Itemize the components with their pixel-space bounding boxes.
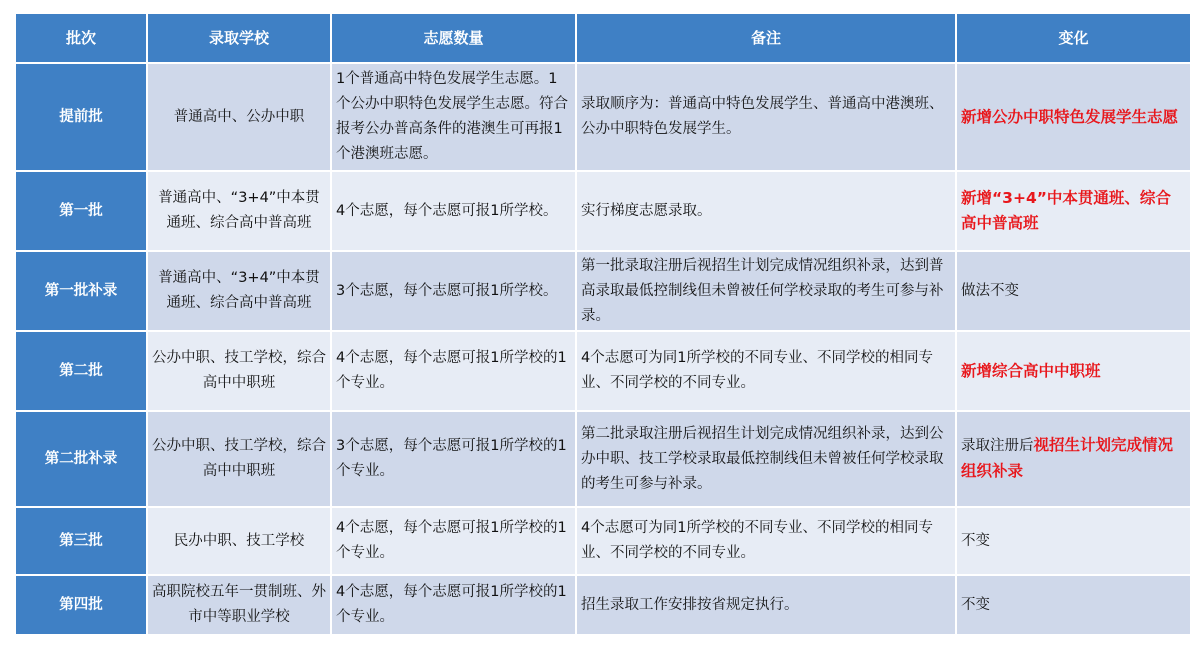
batch-cell: 第二批 (16, 332, 146, 410)
count-cell: 3个志愿，每个志愿可报1所学校。 (332, 252, 575, 330)
school-cell: 普通高中、公办中职 (148, 64, 330, 170)
header-note: 备注 (577, 14, 955, 62)
table-row (16, 332, 1190, 410)
note-cell: 录取顺序为：普通高中特色发展学生、普通高中港澳班、公办中职特色发展学生。 (577, 64, 955, 170)
change-cell: 做法不变 (957, 252, 1190, 330)
table-row (16, 508, 1190, 574)
school-cell: 公办中职、技工学校，综合高中中职班 (148, 412, 330, 506)
count-cell: 4个志愿，每个志愿可报1所学校。 (332, 172, 575, 250)
batch-cell: 提前批 (16, 64, 146, 170)
change-prefix: 录取注册后 (961, 438, 1034, 454)
header-batch: 批次 (16, 14, 146, 62)
note-cell: 第二批录取注册后视招生计划完成情况组织补录，达到公办中职、技工学校录取最低控制线但未曾被任何学校录取的考生可参与补录。 (577, 412, 955, 506)
note-cell: 4个志愿可为同1所学校的不同专业、不同学校的相同专业、不同学校的不同专业。 (577, 332, 955, 410)
school-cell: 民办中职、技工学校 (148, 508, 330, 574)
change-cell: 新增综合高中中职班 (957, 332, 1190, 410)
table-row (16, 64, 1190, 170)
header-change: 变化 (957, 14, 1190, 62)
change-cell: 新增“3+4”中本贯通班、综合高中普高班 (957, 172, 1190, 250)
batch-cell: 第一批 (16, 172, 146, 250)
school-cell: 普通高中、“3+4”中本贯通班、综合高中普高班 (148, 252, 330, 330)
table-row (16, 172, 1190, 250)
count-cell: 4个志愿，每个志愿可报1所学校的1个专业。 (332, 332, 575, 410)
change-cell: 不变 (957, 576, 1190, 634)
table-row (16, 576, 1190, 634)
header-school: 录取学校 (148, 14, 330, 62)
batch-cell: 第一批补录 (16, 252, 146, 330)
batch-cell: 第三批 (16, 508, 146, 574)
count-cell: 3个志愿，每个志愿可报1所学校的1个专业。 (332, 412, 575, 506)
batch-cell: 第四批 (16, 576, 146, 634)
school-cell: 公办中职、技工学校，综合高中中职班 (148, 332, 330, 410)
table-row (16, 252, 1190, 330)
header-row (16, 14, 1190, 62)
school-cell: 高职院校五年一贯制班、外市中等职业学校 (148, 576, 330, 634)
change-cell: 新增公办中职特色发展学生志愿 (957, 64, 1190, 170)
note-cell: 招生录取工作安排按省规定执行。 (577, 576, 955, 634)
count-cell: 4个志愿，每个志愿可报1所学校的1个专业。 (332, 576, 575, 634)
change-cell: 不变 (957, 508, 1190, 574)
note-cell: 4个志愿可为同1所学校的不同专业、不同学校的相同专业、不同学校的不同专业。 (577, 508, 955, 574)
note-cell: 第一批录取注册后视招生计划完成情况组织补录，达到普高录取最低控制线但未曾被任何学校录取的考生可参与补录。 (577, 252, 955, 330)
table-row (16, 412, 1190, 506)
school-cell: 普通高中、“3+4”中本贯通班、综合高中普高班 (148, 172, 330, 250)
change-cell (957, 412, 1190, 506)
header-count: 志愿数量 (332, 14, 575, 62)
change-highlight: 视招生计划完成情况组织补录 (961, 436, 1174, 480)
note-cell: 实行梯度志愿录取。 (577, 172, 955, 250)
count-cell: 1个普通高中特色发展学生志愿。1个公办中职特色发展学生志愿。符合报考公办普高条件的港澳生可再报1个港澳班志愿。 (332, 64, 575, 170)
admission-table (14, 12, 1192, 636)
count-cell: 4个志愿，每个志愿可报1所学校的1个专业。 (332, 508, 575, 574)
batch-cell: 第二批补录 (16, 412, 146, 506)
